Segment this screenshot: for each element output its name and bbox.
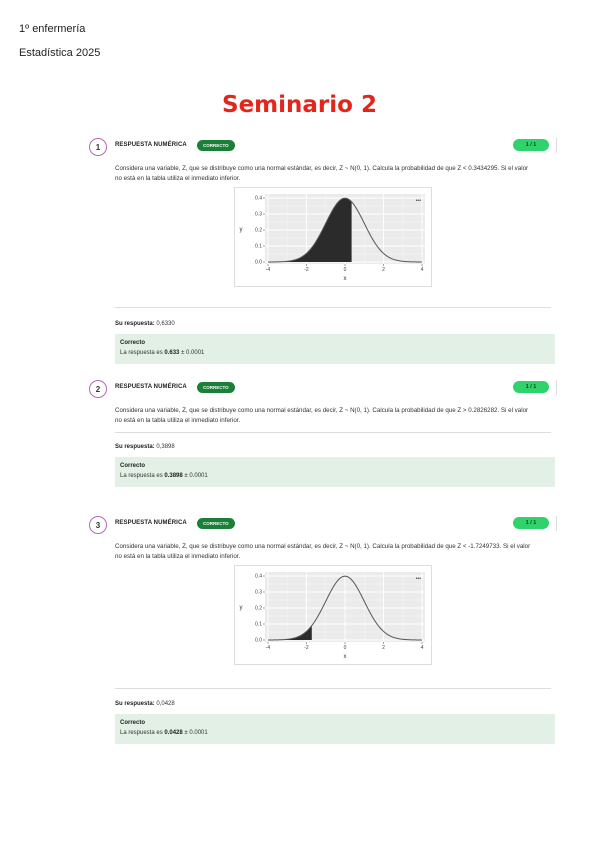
y-tick-label: 0.3 [255, 589, 262, 596]
question-card-1 [87, 138, 561, 364]
feedback-suffix: ± 0.0001 [184, 730, 208, 736]
your-answer [115, 321, 561, 327]
feedback-prefix: La respuesta es [120, 730, 163, 736]
more-menu-icon[interactable]: ••• [415, 576, 421, 582]
y-tick-label: 0.0 [255, 259, 262, 266]
feedback-value: 0.0428 [164, 730, 183, 736]
x-axis-label: x [343, 276, 347, 282]
x-tick-label: 4 [420, 645, 424, 651]
x-tick-label: 4 [420, 267, 424, 273]
question-text: Considera una variable, Z, que se distribuye como una normal estándar, es decir, Z ~ N(0, 1). Calcula la probabilidad de que Z < 0.3434295. Si el valor no está en la tabla utiliza el inmediato inferior. [115, 165, 529, 182]
x-tick-label: 2 [382, 645, 385, 651]
question-number: 2 [89, 380, 107, 398]
header-divider [556, 380, 557, 395]
question-header [87, 516, 561, 536]
y-tick-label: 0.0 [255, 637, 262, 644]
feedback-text [120, 730, 550, 736]
question-type: RESPUESTA NUMÉRICA [115, 384, 187, 390]
feedback-text [120, 350, 550, 356]
x-tick-label: -2 [304, 267, 309, 273]
chart-svg [235, 566, 431, 664]
x-tick-label: -4 [265, 645, 271, 651]
normal-plot [234, 565, 432, 665]
y-tick-label: 0.4 [255, 195, 262, 202]
feedback-suffix: ± 0.0001 [184, 473, 208, 479]
answer-label: Su respuesta: [115, 321, 155, 327]
x-axis-label: x [343, 654, 347, 660]
your-answer [115, 444, 561, 450]
more-menu-icon[interactable]: ••• [415, 198, 421, 204]
x-tick-label: -2 [304, 645, 309, 651]
feedback-value: 0.3898 [164, 473, 183, 479]
question-type: RESPUESTA NUMÉRICA [115, 520, 187, 526]
y-tick-label: 0.1 [255, 243, 262, 250]
y-axis-label: y [239, 605, 243, 611]
y-tick-label: 0.4 [255, 573, 262, 580]
normal-plot [234, 187, 432, 287]
question-header [87, 380, 561, 400]
header-divider [556, 516, 557, 531]
header-divider [556, 138, 557, 153]
question-text: Considera una variable, Z, que se distribuye como una normal estándar, es decir, Z ~ N(0, 1). Calcula la probabilidad de que Z < -1.7249733. Si el valor no está en la tabla utiliza el inmediato inferior. [115, 543, 531, 560]
status-badge: CORRECTO [197, 518, 235, 529]
feedback-suffix: ± 0.0001 [181, 350, 205, 356]
feedback-title: Correcto [120, 463, 146, 469]
y-tick-label: 0.3 [255, 211, 262, 218]
feedback-prefix: La respuesta es [120, 350, 163, 356]
answer-value: 0,3898 [156, 444, 175, 450]
y-tick-label: 0.2 [255, 227, 262, 234]
feedback-text [120, 473, 550, 479]
question-card-2 [87, 380, 561, 487]
score-badge: 1 / 1 [513, 381, 549, 393]
score-badge: 1 / 1 [513, 517, 549, 529]
divider [115, 688, 551, 689]
y-tick-label: 0.2 [255, 605, 262, 612]
question-number: 3 [89, 516, 107, 534]
x-tick-label: 0 [343, 645, 347, 651]
course-label: 1º enfermería [19, 23, 86, 35]
x-tick-label: 2 [382, 267, 385, 273]
question-header [87, 138, 561, 158]
answer-label: Su respuesta: [115, 701, 155, 707]
divider [115, 307, 551, 308]
question-card-3 [87, 516, 561, 744]
feedback-value: 0.633 [164, 350, 180, 356]
question-number: 1 [89, 138, 107, 156]
feedback-title: Correcto [120, 340, 146, 346]
answer-label: Su respuesta: [115, 444, 155, 450]
score-badge: 1 / 1 [513, 139, 549, 151]
feedback-prefix: La respuesta es [120, 473, 163, 479]
y-axis-label: y [239, 227, 243, 233]
status-badge: CORRECTO [197, 382, 235, 393]
y-tick-label: 0.1 [255, 621, 262, 628]
page-title: Seminario 2 [222, 92, 377, 118]
question-type: RESPUESTA NUMÉRICA [115, 142, 187, 148]
your-answer [115, 701, 561, 707]
subject-label: Estadística 2025 [19, 47, 101, 59]
question-text: Considera una variable, Z, que se distribuye como una normal estándar, es decir, Z ~ N(0, 1). Calcula la probabilidad de que Z > 0.2826282. Si el valor no está en la tabla utiliza el inmediato inferior. [115, 407, 529, 424]
feedback-title: Correcto [120, 720, 146, 726]
x-tick-label: -4 [265, 267, 271, 273]
divider [115, 432, 551, 433]
feedback-box [115, 334, 555, 364]
chart-svg [235, 188, 431, 286]
feedback-box [115, 457, 555, 487]
status-badge: CORRECTO [197, 140, 235, 151]
x-tick-label: 0 [343, 267, 347, 273]
feedback-box [115, 714, 555, 744]
answer-value: 0,6330 [156, 321, 175, 327]
answer-value: 0,0428 [156, 701, 175, 707]
